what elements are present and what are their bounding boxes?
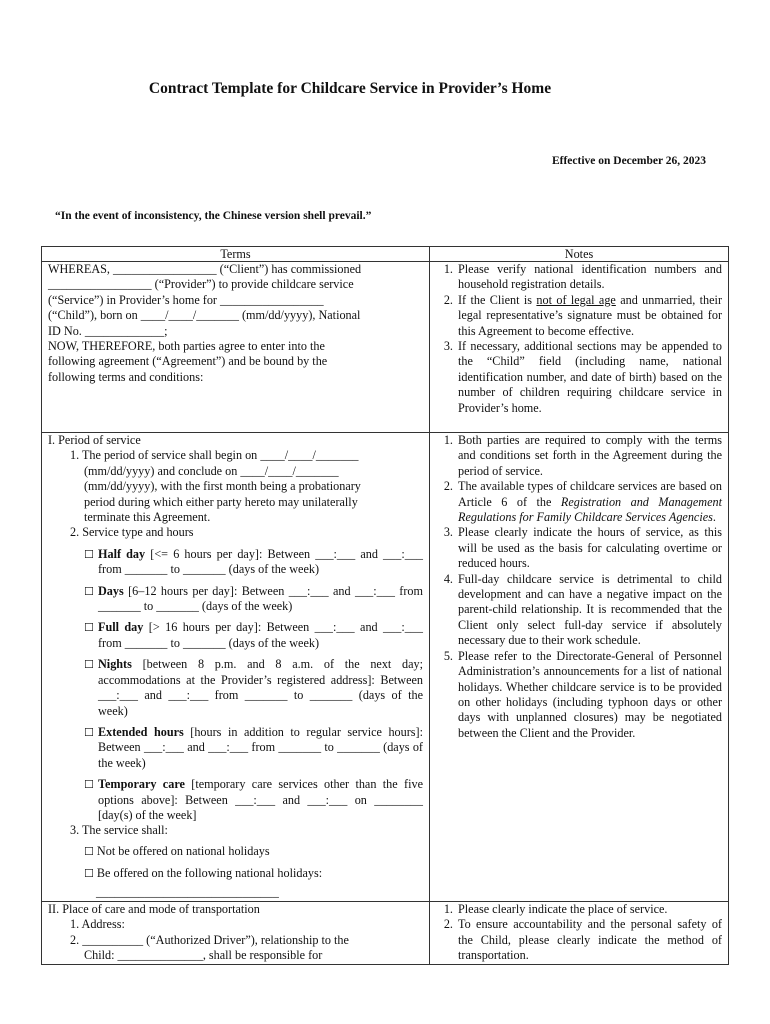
notes-place-of-care (430, 902, 729, 965)
checkbox[interactable]: ☐ (84, 725, 94, 739)
notes-period-of-service (430, 433, 729, 902)
option-full-day[interactable] (48, 620, 423, 651)
preamble-line: following terms and conditions: (48, 369, 204, 384)
section-heading: II. Place of care and mode of transportation (48, 902, 260, 916)
holiday-option-none[interactable] (48, 844, 423, 859)
note-item (456, 479, 722, 525)
checkbox[interactable]: ☐ (84, 867, 94, 881)
checkbox[interactable]: ☐ (84, 621, 94, 635)
period-line: (mm/dd/yyyy) and conclude on ____/____/_______ (84, 463, 339, 478)
option-extended-hours[interactable] (48, 725, 423, 771)
preamble-line: (“Service”) in Provider’s home for _________________ (48, 292, 324, 307)
contract-table (41, 246, 729, 965)
checkbox[interactable]: ☐ (84, 584, 94, 598)
notes-preamble (430, 262, 729, 433)
note-item: 1. Please clearly indicate the place of service. (456, 902, 722, 917)
option-nights[interactable] (48, 657, 423, 719)
option-temporary-care[interactable] (48, 777, 423, 823)
terms-header: Terms (42, 247, 430, 262)
checkbox[interactable]: ☐ (84, 778, 94, 792)
document-title: Contract Template for Childcare Service in Provider’s Home (148, 80, 552, 97)
driver-line: Child: ______________, shall be responsible for (84, 948, 323, 963)
checkbox[interactable]: ☐ (84, 844, 94, 858)
option-label: Half day (98, 546, 146, 561)
period-line: 1. The period of service shall begin on ____/____/_______ (70, 448, 359, 463)
preamble-line: ID No. _____________; (48, 323, 168, 338)
option-text: [6–12 hours per day]: Between ___:___ and ___:___ from _______ to _______ (days of the week) (98, 583, 423, 614)
option-days[interactable] (48, 584, 423, 615)
preamble-line: _________________ (“Provider”) to provide childcare service (48, 277, 354, 292)
checkbox[interactable]: ☐ (84, 658, 94, 672)
period-line: (mm/dd/yyyy), with the first month being a probationary (84, 479, 361, 494)
option-label: Temporary care (98, 777, 185, 792)
preamble-line: NOW, THEREFORE, both parties agree to enter into the (48, 339, 325, 354)
note-item: 4. Full-day childcare service is detrimental to child development and can have a negative impact on the parent-child relationship. It is recommended that the Client only select full-day service if absolutely necessary due to their work schedule. (456, 572, 722, 649)
preamble-line: WHEREAS, _________________ (“Client”) has commissioned (48, 262, 362, 276)
terms-preamble (42, 262, 430, 433)
note-item: 1. Please verify national identification numbers and household registration details. (456, 262, 722, 293)
holiday-option-text: Not be offered on national holidays (96, 843, 270, 858)
option-label: Nights (98, 657, 132, 672)
note-text: . (712, 510, 716, 525)
driver-line: 2. __________ (“Authorized Driver”), relationship to the (70, 932, 349, 947)
preamble-line: following agreement (“Agreement”) and be bound by the (48, 354, 328, 369)
period-line: terminate this Agreement. (84, 510, 211, 525)
note-item: 3. Please clearly indicate the hours of service, as this will be used as the basis for calculating overtime or reduced hours. (456, 525, 722, 571)
terms-place-of-care (42, 902, 430, 965)
note-text: and unmarried, their legal representative’s signature must be obtained for this Agreement to become effective. (458, 292, 723, 338)
preamble-line: (“Child”), born on ____/____/_______ (mm/dd/yyyy), National (48, 308, 361, 323)
note-text: The available types of childcare services are based on Article 6 of the (458, 479, 722, 509)
consistency-note: “In the event of inconsistency, the Chinese version shell prevail.” (55, 210, 372, 222)
note-item: 5. Please refer to the Directorate-General of Personnel Administration’s announcements for a list of national holidays. Whether childcare service is to be provided on other holidays (including typhoon days or other days with unplanned closures) may be negotiated between the Client and the Provider. (456, 649, 722, 741)
option-label: Days (98, 583, 124, 598)
terms-period-of-service (42, 433, 430, 902)
service-type-heading: 2. Service type and hours (70, 525, 194, 540)
note-underlined-text: not of legal age (536, 292, 616, 307)
option-half-day[interactable] (48, 547, 423, 578)
section-heading: I. Period of service (48, 433, 141, 447)
note-italic-text: Registration and Management Regulations for Family Childcare Services Agencies (458, 494, 722, 525)
note-item: 2. To ensure accountability and the personal safety of the Child, please clearly indicate the method of transportation. (456, 917, 722, 963)
option-label: Full day (98, 620, 144, 635)
service-shall-heading: 3. The service shall: (70, 823, 168, 838)
note-item: 1. Both parties are required to comply with the terms and conditions set forth in the Agreement during the period of service. (456, 433, 722, 479)
option-text: [between 8 p.m. and 8 a.m. of the next day; accommodations at the Provider’s registered address]: Between ___:___ and ___:___ from _______ to _______ (days of the week) (98, 657, 423, 718)
checkbox[interactable]: ☐ (84, 547, 94, 561)
address-line: 1. Address: (70, 917, 125, 932)
note-text: If the Client is (458, 292, 537, 307)
holiday-blank[interactable]: ______________________________ (96, 884, 279, 899)
effective-date: Effective on December 26, 2023 (551, 155, 706, 167)
option-text: [temporary care services other than the five options above]: Between ___:___ and ___:___ on ________ [day(s) of the week] (98, 777, 423, 822)
period-line: period during which either party hereto may unilaterally (84, 494, 358, 509)
option-label: Extended hours (98, 724, 184, 739)
holiday-option-text: Be offered on the following national holidays: (96, 866, 323, 881)
note-item: 3. If necessary, additional sections may be appended to the “Child” field (including name, national identification number, and date of birth) based on the number of children requiring childcare service in Provider’s home. (456, 339, 722, 416)
holiday-option-some[interactable] (48, 866, 423, 881)
note-item (456, 293, 722, 339)
option-text: [<= 6 hours per day]: Between ___:___ and ___:___ from _______ to _______ (days of the week) (98, 546, 424, 577)
option-text: [> 16 hours per day]: Between ___:___ and ___:___ from _______ to _______ (days of the week) (98, 620, 423, 650)
notes-header: Notes (430, 247, 729, 262)
option-text: [hours in addition to regular service hours]: Between ___:___ and ___:___ from _______ to _______ (days of the week) (98, 724, 423, 770)
